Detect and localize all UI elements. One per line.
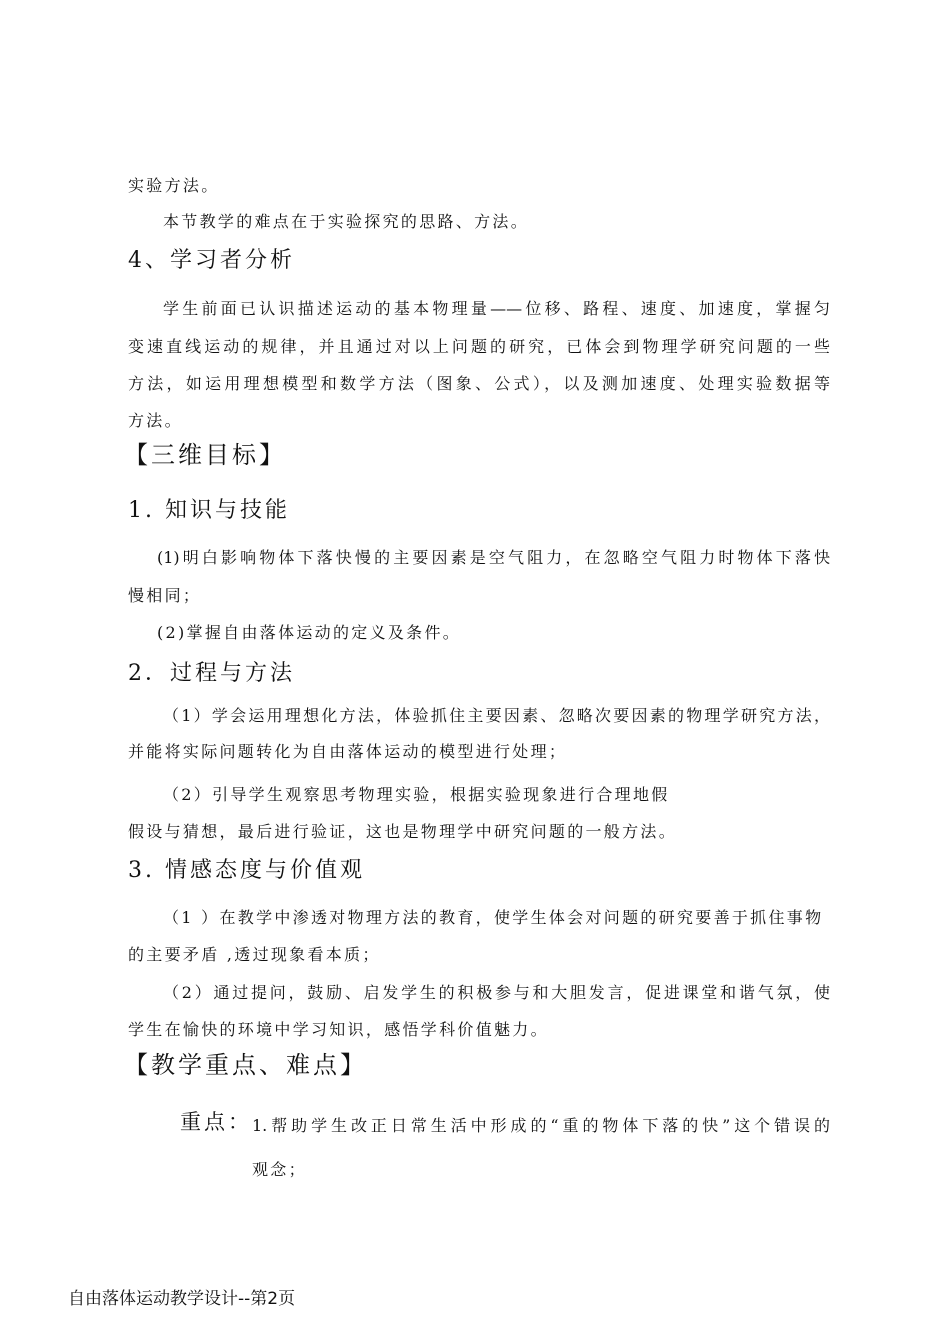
section-heading: 4、学习者分析: [128, 248, 295, 273]
paragraph-line: 变速直线运动的规律，并且通过对以上问题的研究，已体会到物理学研究问题的一些: [128, 337, 830, 356]
subsection-heading: 3. 情感态度与价值观: [128, 858, 365, 883]
paragraph-line: （1）学会运用理想化方法，体验抓住主要因素、忽略次要因素的物理学研究方法，: [163, 706, 830, 725]
subsection-heading: 2．过程与方法: [128, 661, 295, 686]
paragraph-line: 学生在愉快的环境中学习知识，感悟学科价值魅力。: [128, 1020, 549, 1039]
paragraph-line: 方法，如运用理想模型和数学方法（图象、公式），以及测加速度、处理实验数据等: [128, 374, 830, 393]
text-line: 本节教学的难点在于实验探究的思路、方法。: [163, 212, 530, 231]
paragraph-line: 慢相同；: [128, 586, 202, 605]
paragraph-line: 1.帮助学生改正日常生活中形成的“重的物体下落的快”这个错误的: [252, 1116, 830, 1135]
paragraph-line: 并能将实际问题转化为自由落体运动的模型进行处理；: [128, 742, 568, 761]
keypoint-label: 重点：: [180, 1110, 252, 1134]
paragraph-line: 的主要矛盾 ,透过现象看本质；: [128, 945, 381, 964]
paragraph-line: 假设与猜想，最后进行验证，这也是物理学中研究问题的一般方法。: [128, 822, 678, 841]
paragraph-line: （1 ）在教学中渗透对物理方法的教育，使学生体会对问题的研究要善于抓住事物: [163, 908, 824, 927]
paragraph-line: (1)明白影响物体下落快慢的主要因素是空气阻力，在忽略空气阻力时物体下落快: [157, 548, 830, 567]
paragraph-line: (2)掌握自由落体运动的定义及条件。: [157, 623, 462, 642]
paragraph-line: 观念；: [252, 1160, 307, 1179]
paragraph-line: 学生前面已认识描述运动的基本物理量——位移、路程、速度、加速度，掌握匀: [163, 299, 830, 318]
paragraph-line: 方法。: [128, 411, 183, 430]
paragraph-line: （2）引导学生观察思考物理实验，根据实验现象进行合理地假: [163, 785, 670, 804]
text-line: 实验方法。: [128, 176, 220, 195]
section-heading: 【教学重点、难点】: [124, 1051, 367, 1079]
subsection-heading: 1. 知识与技能: [128, 498, 290, 523]
section-heading: 【三维目标】: [124, 441, 286, 469]
page-footer: 自由落体运动教学设计--第2页: [68, 1289, 296, 1309]
paragraph-line: （2）通过提问，鼓励、启发学生的积极参与和大胆发言，促进课堂和谐气氛，使: [163, 983, 830, 1002]
